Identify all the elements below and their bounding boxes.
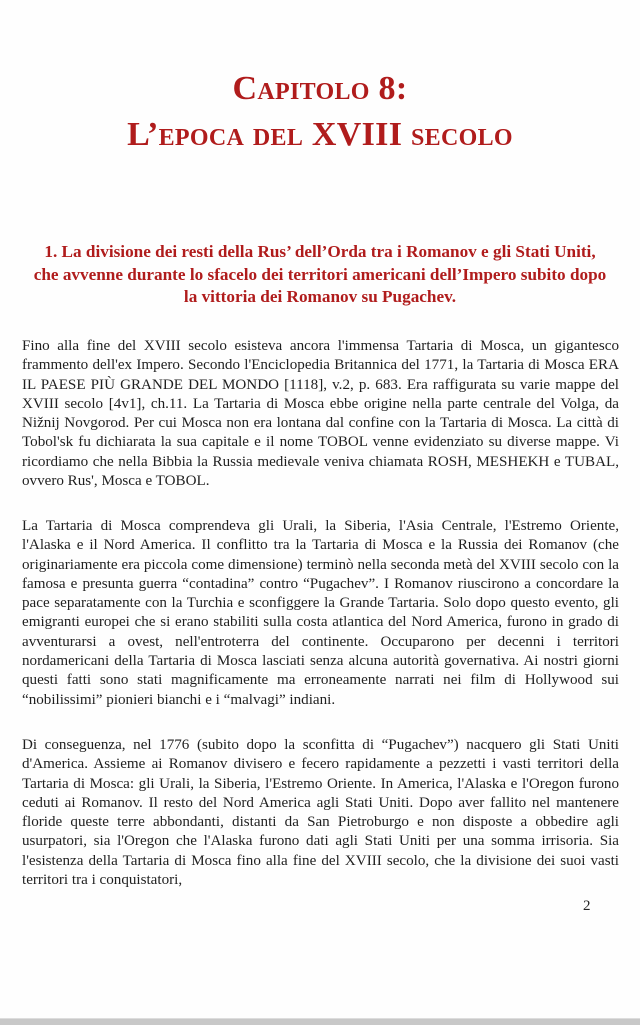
paragraph-3: Di conseguenza, nel 1776 (subito dopo la sconfitta di “Pugachev”) nacquero gli Stati Uniti d'America. Assieme ai Romanov divisero e fecero rapidamente a pezzetti i vasti territori della Tartaria di Mosca: gli Urali, la Siberia, l'Estremo Oriente. In America, l'Alaska e l'Oregon furono ceduti ai Romanov. Il resto del Nord America agli Stati Uniti. Dopo aver fallito nel mantenere floride queste terre abbondanti, distanti da San Pietroburgo e non disposte a obbedire agli usurpatori, sia l'Oregon che l'Alaska furono dati agli Stati Uniti per una somma irrisoria. Sia l'esistenza della Tartaria di Mosca fino alla fine del XVIII secolo, che la divisione dei suoi vasti territori tra i conquistatori, [22,737,619,889]
section-heading: 1. La divisione dei resti della Rus’ dell’Orda tra i Romanov e gli Stati Uniti, che avvenne durante lo sfacelo dei territori americani dell’Impero subito dopo la vittoria dei Romanov su Pugachev. [33,242,607,306]
page-number: 2 [583,898,591,914]
chapter-title-line-2: L’epoca del XVIII secolo [127,116,513,153]
paragraph-2: La Tartaria di Mosca comprendeva gli Urali, la Siberia, l'Asia Centrale, l'Estremo Oriente, l'Alaska e il Nord America. Il conflitto tra la Tartaria di Mosca e la Russia dei Romanov (che originariamente era piccola come dimensione) terminò nella seconda metà del XVIII secolo con la famosa e presunta guerra “contadina” contro “Pugachev”. I Romanov riuscirono a concordare la pace separatamente con la Turchia e sconfiggere la Grande Tartaria. Solo dopo questo evento, gli emigranti europei che si erano stabiliti sulla costa atlantica del Nord America, furono in grado di avventurarsi a ovest, nell'entroterra del continente. Occuparono per decenni i territori nordamericani della Tartaria di Mosca lasciati senza alcuna autorità governativa. Ai nostri giorni questi fatti sono stati magnificamente ma erroneamente narrati nei film di Hollywood sui “nobilissimi” pionieri bianchi e i “malvagi” indiani. [22,518,619,708]
chapter-title-line-1: Capitolo 8: [232,70,408,107]
paragraph-1: Fino alla fine del XVIII secolo esisteva ancora l'immensa Tartaria di Mosca, un gigantesco frammento dell'ex Impero. Secondo l'Enciclopedia Britannica del 1771, la Tartaria di Mosca ERA IL PAESE PIÙ GRANDE DEL MONDO [1118], v.2, p. 683. Era raffigurata su varie mappe del XVIII secolo [4v1], ch.11. La Tartaria di Mosca ebbe origine nella parte centrale del Volga, da Nižnij Novgorod. Per cui Mosca non era lontana dal confine con la Tartaria di Mosca. La città di Tobol'sk fu dichiarata la sua capitale e il nome TOBOL venne evidenziato su diverse mappe. Vi ricordiamo che nella Bibbia la Russia medievale veniva chiamata ROSH, MESHEKH e TUBAL, ovvero Rus', Mosca e TOBOL. [22,338,619,490]
